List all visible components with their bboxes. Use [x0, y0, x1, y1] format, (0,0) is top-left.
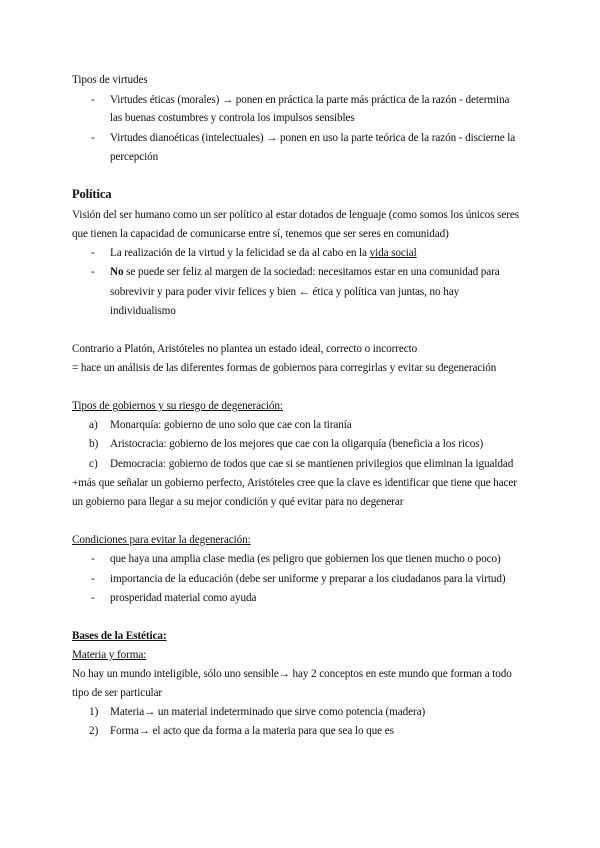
bullet-marker: - — [91, 553, 95, 565]
condicion-prosperidad: prosperidad material como ayuda — [110, 592, 257, 604]
estetica-intro-line-1: No hay un mundo inteligible, sólo uno sensible→ hay 2 conceptos en este mundo que forman a todo — [72, 668, 512, 680]
condicion-clase-media: que haya una amplia clase media (es peligro que gobiernen los que tienen mucho o poco) — [110, 553, 501, 565]
gobierno-monarquia: Monarquía: gobierno de uno solo que cae con la tiranía — [110, 419, 352, 431]
politica-bullet-2-text: se puede ser feliz al margen de la sociedad: necesitamos estar en una comunidad para — [123, 266, 500, 278]
estetica-materia: Materia→ un material indeterminado que sirve como potencia (madera) — [110, 706, 426, 718]
estetica-heading: Bases de la Estética: — [72, 630, 167, 642]
condicion-educacion: importancia de la educación (debe ser uniforme y preparar a los ciudadanos para la virtud) — [110, 573, 506, 585]
estetica-subtitle: Materia y forma: — [72, 649, 147, 661]
contrario-line-2: = hace un análisis de las diferentes formas de gobiernos para corregirlas y evitar su degeneración — [72, 362, 497, 374]
list-marker: a) — [89, 419, 98, 431]
gobierno-democracia: Democracia: gobierno de todos que cae si se mantienen privilegios que eliminan la igualdad — [110, 458, 514, 470]
bullet-marker: - — [91, 247, 95, 259]
virtud-dianoetica-line-1: Virtudes dianoéticas (intelectuales) → ponen en uso la parte teórica de la razón - discierne la — [110, 132, 516, 144]
vida-social-underlined: vida social — [369, 247, 417, 259]
gobiernos-after-line-1: +más que señalar un gobierno perfecto, Aristóteles cree que la clave es identificar que tiene que hacer — [72, 477, 517, 489]
estetica-forma: Forma→ el acto que da forma a la materia para que sea lo que es — [110, 725, 394, 737]
gobierno-aristocracia: Aristocracia: gobierno de los mejores que cae con la oligarquía (beneficia a los ricos) — [110, 438, 484, 450]
bullet-marker: - — [91, 266, 95, 278]
virtudes-title: Tipos de virtudes — [72, 74, 148, 86]
politica-heading: Política — [72, 187, 112, 201]
list-marker: c) — [89, 458, 98, 470]
list-marker: b) — [89, 438, 99, 450]
politica-intro-line-1: Visión del ser humano como un ser político al estar dotados de lenguaje (como somos los únicos seres — [72, 209, 519, 221]
bullet-marker: - — [91, 592, 95, 604]
politica-bullet-1-text: La realización de la virtud y la felicidad se da al cabo en la — [110, 247, 370, 259]
virtud-etica-line-1: Virtudes éticas (morales) → ponen en práctica la parte más práctica de la razón - determina — [110, 94, 510, 106]
contrario-line-1: Contrario a Platón, Aristóteles no plantea un estado ideal, correcto o incorrecto — [72, 343, 418, 355]
bullet-marker: - — [91, 573, 95, 585]
condiciones-title: Condiciones para evitar la degeneración: — [72, 534, 251, 546]
virtud-dianoetica-line-2: percepción — [110, 151, 159, 163]
gobiernos-title: Tipos de gobiernos y su riesgo de degeneración: — [72, 400, 283, 412]
bullet-marker: - — [91, 132, 95, 144]
politica-bullet-2-line-3: individualismo — [110, 305, 176, 317]
politica-bullet-2-line-1 — [110, 265, 500, 279]
list-marker: 2) — [89, 725, 99, 737]
estetica-intro-line-2: tipo de ser particular — [72, 687, 163, 699]
gobiernos-after-line-2: un gobierno para llegar a su mejor condición y qué evitar para no degenerar — [72, 496, 404, 508]
virtud-etica-line-2: las buenas costumbres y controla los impulsos sensibles — [110, 112, 355, 124]
politica-intro-line-2: que tienen la capacidad de comunicarse entre sí, tenemos que ser seres en comunidad) — [72, 228, 449, 240]
bullet-marker: - — [91, 94, 95, 106]
politica-bullet-1 — [110, 246, 417, 260]
list-marker: 1) — [89, 706, 99, 718]
politica-bullet-2-line-2: sobrevivir y para poder vivir felices y bien ← ética y política van juntas, no hay — [110, 286, 460, 298]
no-bold: No — [110, 266, 124, 278]
